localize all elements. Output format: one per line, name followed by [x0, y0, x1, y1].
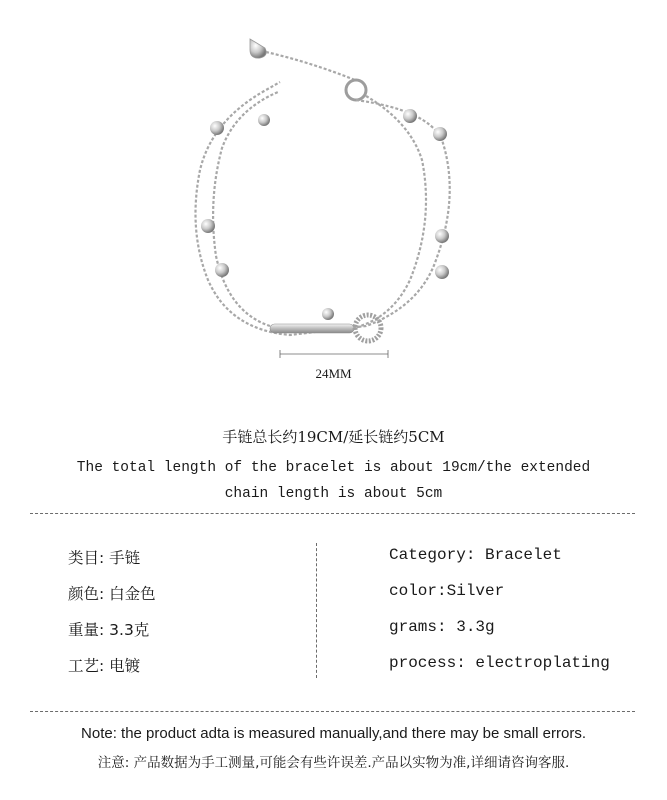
- dimension-line: [280, 350, 388, 358]
- extension-chain: [266, 52, 355, 80]
- tag-drop: [250, 39, 266, 58]
- length-info-en: [20, 455, 647, 507]
- length-info-en-line1: The total length of the bracelet is about 19cm/the extended: [76, 460, 591, 476]
- spec-en-color: color:Silver: [389, 582, 505, 600]
- divider-vertical: [316, 543, 317, 678]
- note-zh: 注意: 产品数据为手工测量,可能会有些许误差.产品以实物为准,详细请咨询客服.: [97, 755, 570, 771]
- spec-en-process: process: electroplating: [389, 654, 610, 672]
- spec-en-weight: grams: 3.3g: [389, 618, 495, 636]
- divider-bottom: [30, 711, 635, 712]
- spec-zh-process: 工艺: 电镀: [68, 657, 141, 675]
- length-info-zh: 手链总长约19CM/延长链约5CM: [222, 428, 445, 446]
- divider-top: [30, 513, 635, 514]
- bar-charm: [270, 324, 354, 333]
- spec-zh-weight: 重量: 3.3克: [68, 621, 150, 639]
- dimension-label: 24MM: [315, 366, 352, 381]
- spec-en-category: Category: Bracelet: [389, 546, 562, 564]
- spec-zh-category: 类目: 手链: [68, 549, 141, 567]
- crystal-ring: [355, 315, 381, 341]
- bracelet-image: [170, 30, 500, 360]
- inner-chain: [213, 92, 426, 328]
- spec-zh-color: 颜色: 白金色: [68, 585, 156, 603]
- note-en: Note: the product adta is measured manually,and there may be small errors.: [81, 725, 586, 742]
- beads: [201, 109, 449, 320]
- clasp-ring: [346, 80, 366, 100]
- length-info-en-line2: chain length is about 5cm: [224, 486, 443, 502]
